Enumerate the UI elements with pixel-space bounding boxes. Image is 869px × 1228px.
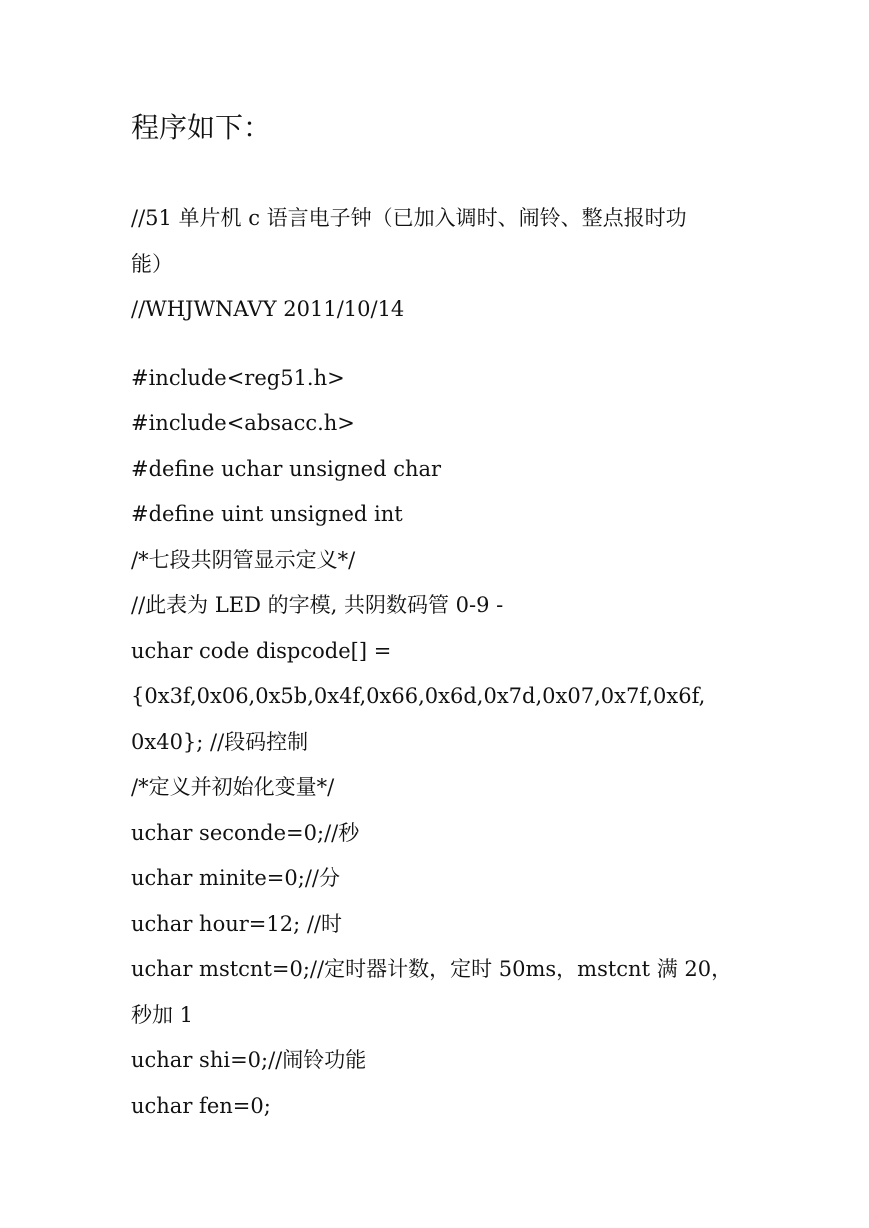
code-line: #include<reg51.h> bbox=[131, 366, 345, 390]
code-line: uchar fen=0; bbox=[131, 1094, 271, 1118]
code-line: #define uint unsigned int bbox=[131, 502, 403, 526]
code-line: #define uchar unsigned char bbox=[131, 457, 442, 481]
code-line: uchar seconde=0;//秒 bbox=[131, 821, 360, 845]
code-line: //51 单片机 c 语言电子钟（已加入调时、闹铃、整点报时功 bbox=[131, 206, 687, 230]
code-line: uchar mstcnt=0;//定时器计数，定时 50ms，mstcnt 满 20， bbox=[131, 957, 733, 981]
document-heading: 程序如下： bbox=[131, 111, 272, 144]
code-line: {0x3f,0x06,0x5b,0x4f,0x66,0x6d,0x7d,0x07,0x7f,0x6f, bbox=[131, 684, 706, 708]
code-line: uchar shi=0;//闹铃功能 bbox=[131, 1048, 367, 1072]
code-line: /*定义并初始化变量*/ bbox=[131, 775, 335, 799]
code-line: //WHJWNAVY 2011/10/14 bbox=[131, 297, 405, 321]
code-line: /*七段共阴管显示定义*/ bbox=[131, 548, 356, 572]
code-line: uchar minite=0;//分 bbox=[131, 866, 340, 890]
code-line: uchar code dispcode[] = bbox=[131, 639, 392, 663]
code-line: 秒加 1 bbox=[131, 1003, 194, 1027]
code-line: 能） bbox=[131, 252, 173, 276]
code-line: uchar hour=12; //时 bbox=[131, 912, 342, 936]
code-line: 0x40}; //段码控制 bbox=[131, 730, 309, 754]
code-line: //此表为 LED 的字模, 共阴数码管 0-9 - bbox=[131, 593, 504, 617]
code-line: #include<absacc.h> bbox=[131, 411, 355, 435]
